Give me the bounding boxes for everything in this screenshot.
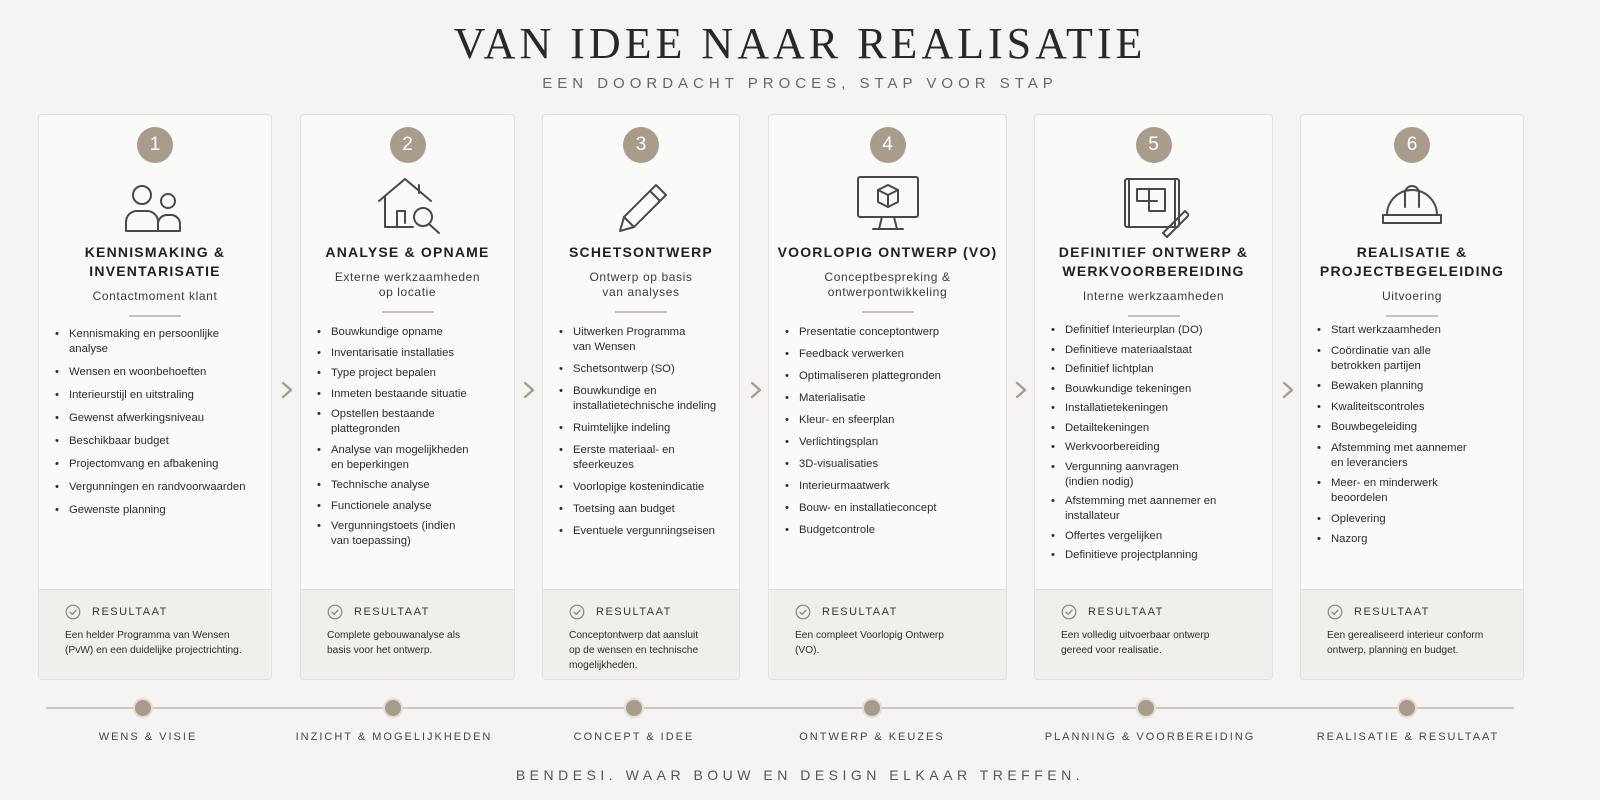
step-subtitle: Contactmoment klant [92,289,218,303]
divider [862,311,914,313]
list-item: • Werkvoorbereiding [1051,440,1262,455]
list-item: • Beschikbaar budget [55,434,261,449]
page-subtitle: EEN DOORDACHT PROCES, STAP VOOR STAP [542,75,1058,92]
step-task-list [1317,323,1513,553]
step-title: REALISATIE & PROJECTBEGELEIDING [1319,244,1505,279]
step-header [1043,243,1264,317]
timeline-label: ONTWERP & KEUZES [799,731,945,743]
list-item: • Bouwkundige en installatietechnische indeling [559,384,729,414]
list-item: • Kennismaking en persoonlijke analyse [55,327,261,357]
step-number-badge: 3 [623,127,659,163]
timeline-line [46,707,1514,709]
list-item: • Bouwkundige tekeningen [1051,382,1262,397]
chevron-right-icon [1281,381,1295,399]
list-item: • Definitief Interieurplan (DO) [1051,323,1262,338]
list-item: • Optimaliseren plattegronden [785,369,996,384]
result-text: Een helder Programma van Wensen (PvW) en een duidelijke projectrichting. [65,630,242,656]
step-card [300,114,515,680]
divider [615,311,667,313]
step-subtitle: Externe werkzaamheden op locatie [334,270,481,299]
result-text: Complete gebouwanalyse als basis voor het ontwerp. [327,630,461,656]
timeline-label: REALISATIE & RESULTAAT [1316,731,1500,743]
step-header [1309,243,1515,317]
list-item: • Projectomvang en afbakening [55,457,261,472]
list-item: • Bouwbegeleiding [1317,420,1513,435]
footer-tagline: BENDESI. WAAR BOUW EN DESIGN ELKAAR TREFFEN. [515,767,1085,783]
timeline-label: PLANNING & VOORBEREIDING [1044,731,1256,743]
list-item: • Installatietekeningen [1051,401,1262,416]
result-header [795,604,898,620]
chevron-right-icon [749,381,763,399]
timeline-dot [133,698,153,718]
result-box [1301,589,1523,679]
step-task-list [317,325,504,555]
list-item: • Interieurstijl en uitstraling [55,388,261,403]
result-label: RESULTAAT [354,606,430,618]
check-icon [327,604,343,620]
list-item: • Start werkzaamheden [1317,323,1513,338]
list-item: • Analyse van mogelijkheden en beperkingen [317,443,504,473]
list-item: • Wensen en woonbehoeften [55,365,261,380]
list-item: • Detailtekeningen [1051,421,1262,436]
result-text: Een compleet Voorlopig Ontwerp (VO). [795,630,944,656]
divider [1128,315,1180,317]
people-icon [120,171,190,239]
step-title: DEFINITIEF ONTWERP & WERKVOORBEREIDING [1058,244,1249,279]
house-search-icon [373,171,443,239]
result-text: Conceptontwerp dat aansluit op de wensen en technische mogelijkheden. [569,630,699,671]
result-label: RESULTAAT [596,606,672,618]
list-item: • Technische analyse [317,478,504,493]
result-box [543,589,739,679]
list-item: • Vergunningen en randvoorwaarden [55,480,261,495]
step-title: ANALYSE & OPNAME [325,244,490,260]
result-box [1035,589,1272,679]
step-header [551,243,731,313]
list-item: • Functionele analyse [317,499,504,514]
list-item: • Afstemming met aannemer en installateur [1051,494,1262,524]
list-item: • Vergunning aanvragen (indien nodig) [1051,460,1262,490]
list-item: • Meer- en minderwerk beoordelen [1317,476,1513,506]
list-item: • Definitieve materiaalstaat [1051,343,1262,358]
list-item: • Kleur- en sfeerplan [785,413,996,428]
step-number-badge: 6 [1394,127,1430,163]
list-item: • Coördinatie van alle betrokken partijen [1317,344,1513,374]
result-box [39,589,271,679]
list-item: • Uitwerken Programma van Wensen [559,325,729,355]
step-card [38,114,272,680]
list-item: • Oplevering [1317,512,1513,527]
list-item: • Eerste materiaal- en sfeerkeuzes [559,443,729,473]
monitor-cube-icon [853,171,923,239]
step-card [542,114,740,680]
step-card [1300,114,1524,680]
list-item: • Definitief lichtplan [1051,362,1262,377]
timeline-label: CONCEPT & IDEE [573,731,695,743]
list-item: • Afstemming met aannemer en leveranciers [1317,441,1513,471]
check-icon [795,604,811,620]
step-task-list [785,325,996,545]
result-label: RESULTAAT [822,606,898,618]
list-item: • Presentatie conceptontwerp [785,325,996,340]
step-number-badge: 5 [1136,127,1172,163]
hard-hat-icon [1377,171,1447,239]
step-header [777,243,998,313]
list-item: • Materialisatie [785,391,996,406]
step-card [1034,114,1273,680]
step-number-badge: 4 [870,127,906,163]
list-item: • Kwaliteitscontroles [1317,400,1513,415]
list-item: • Vergunningstoets (indien van toepassing) [317,519,504,549]
timeline-label: WENS & VISIE [98,731,198,743]
chevron-right-icon [280,381,294,399]
divider [382,311,434,313]
step-title: SCHETSONTWERP [569,244,713,260]
result-box [769,589,1006,679]
step-header [47,243,263,317]
timeline-dot [624,698,644,718]
step-card [768,114,1007,680]
pencil-icon [606,171,676,239]
check-icon [65,604,81,620]
list-item: • Bouwkundige opname [317,325,504,340]
result-header [1327,604,1430,620]
result-label: RESULTAAT [1088,606,1164,618]
check-icon [1061,604,1077,620]
check-icon [1327,604,1343,620]
step-subtitle: Ontwerp op basis van analyses [589,270,693,299]
list-item: • 3D-visualisaties [785,457,996,472]
timeline-label: INZICHT & MOGELIJKHEDEN [295,731,493,743]
timeline-dot [383,698,403,718]
list-item: • Gewenste planning [55,503,261,518]
blueprint-ruler-icon [1119,171,1189,239]
list-item: • Definitieve projectplanning [1051,548,1262,563]
result-box [301,589,514,679]
list-item: • Schetsontwerp (SO) [559,362,729,377]
list-item: • Inmeten bestaande situatie [317,387,504,402]
divider [1386,315,1438,317]
step-task-list [559,325,729,546]
step-subtitle: Conceptbespreking & ontwerpontwikkeling [824,270,951,299]
result-text: Een gerealiseerd interieur conform ontwerp, planning en budget. [1327,630,1484,656]
result-label: RESULTAAT [1354,606,1430,618]
timeline-dot [862,698,882,718]
list-item: • Inventarisatie installaties [317,346,504,361]
step-title: VOORLOPIG ONTWERP (VO) [777,244,998,260]
list-item: • Toetsing aan budget [559,502,729,517]
step-title: KENNISMAKING & INVENTARISATIE [84,244,226,279]
page-title: VAN IDEE NAAR REALISATIE [453,19,1147,68]
step-number-badge: 1 [137,127,173,163]
step-task-list [55,327,261,526]
step-header [309,243,506,313]
divider [129,315,181,317]
list-item: • Budgetcontrole [785,523,996,538]
result-header [1061,604,1164,620]
list-item: • Type project bepalen [317,366,504,381]
result-label: RESULTAAT [92,606,168,618]
list-item: • Opstellen bestaande plattegronden [317,407,504,437]
list-item: • Eventuele vergunningseisen [559,524,729,539]
list-item: • Verlichtingsplan [785,435,996,450]
step-subtitle: Interne werkzaamheden [1082,289,1225,303]
list-item: • Bouw- en installatieconcept [785,501,996,516]
list-item: • Offertes vergelijken [1051,529,1262,544]
result-header [569,604,672,620]
list-item: • Voorlopige kostenindicatie [559,480,729,495]
list-item: • Feedback verwerken [785,347,996,362]
list-item: • Nazorg [1317,532,1513,547]
check-icon [569,604,585,620]
step-task-list [1051,323,1262,568]
list-item: • Bewaken planning [1317,379,1513,394]
step-number-badge: 2 [390,127,426,163]
step-subtitle: Uitvoering [1381,289,1443,303]
chevron-right-icon [1014,381,1028,399]
list-item: • Gewenst afwerkingsniveau [55,411,261,426]
result-header [327,604,430,620]
list-item: • Ruimtelijke indeling [559,421,729,436]
list-item: • Interieurmaatwerk [785,479,996,494]
timeline-dot [1136,698,1156,718]
chevron-right-icon [522,381,536,399]
result-header [65,604,168,620]
timeline-dot [1397,698,1417,718]
result-text: Een volledig uitvoerbaar ontwerp gereed voor realisatie. [1061,630,1210,656]
